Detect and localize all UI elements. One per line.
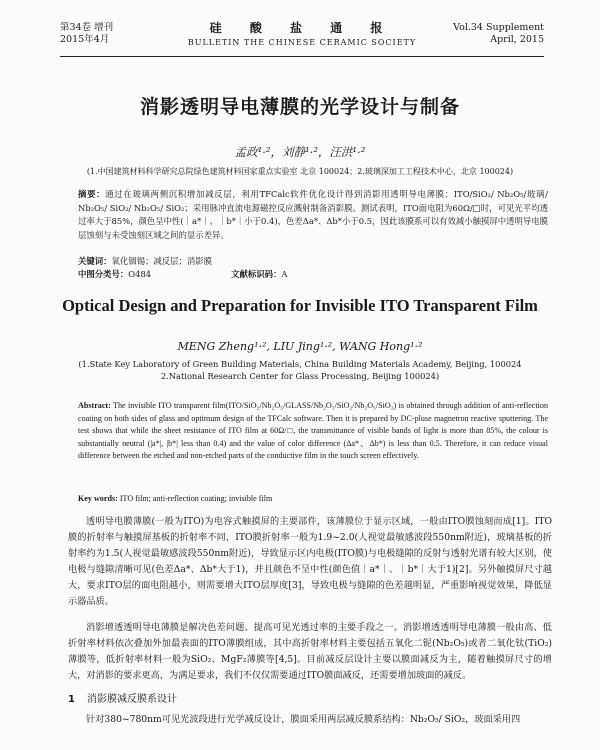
section-number: 1 xyxy=(68,694,75,705)
keywords-cn xyxy=(78,255,548,267)
header-right xyxy=(453,22,544,46)
abstract-en-text: The invisible ITO transparent film(ITO/SiO₂/Nb₂O₅/GLASS/Nb₂O₅/SiO₂/Nb₂O₅/SiO₂) is obtained through addition of anti-reflection coating on both sides of glass and optimum design of the TFCalc software. Then it is prepared by DC-pluse magnetron reactive sputtering. The test shows that while the sheet resistance of ITO film at 60Ω/□, the transmittance of visible bands of light is more than 85%, the colour is substantially neutral (|a*|, |b*| less than 0.4) and the value of color difference (Δa*、Δb*) is less than 0.5. Therefore, it can reduce visual difference between the etched and non-etched parts of the conductive film in the touch screen effectively. xyxy=(78,401,548,461)
running-header xyxy=(60,22,544,57)
clc-code: O484 xyxy=(128,269,152,279)
keywords-cn-label: 关键词： xyxy=(78,256,112,266)
volume-en: Vol.34 Supplement xyxy=(453,22,544,33)
doc-code-label: 文献标识码： xyxy=(231,269,282,279)
affiliation-cn: (1.中国建筑材料科学研究总院绿色建筑材料国家重点实验室 北京 100024；2.玻璃深加工工程技术中心，北京 100024) xyxy=(86,167,514,176)
section-heading-1 xyxy=(68,690,189,705)
abstract-cn-text: 通过在玻璃两侧沉积增加减反层，利用TFCalc软件优化设计得到消影用透明导电薄膜：ITO/SiO₂/ Nb₂O₅/玻璃/ Nb₂O₅/ SiO₂/ Nb₂O₅/ SiO₂；采用脉冲直流电源磁控反应溅射制备消影膜。测试表明，ITO面电阻为60Ω/□时，可见光平均透过率大于85%，颜色呈中性(｜a*｜、｜b*｜小于0.4)，色差Δa*、Δb*小于0.5，因此该膜系可以有效减小触摸屏中透明导电膜层蚀刻与未受蚀刻区域之间的显示差异。 xyxy=(78,189,548,240)
classification-cn xyxy=(78,268,548,280)
keywords-cn-text: 氧化铟锡；减反层；消影膜 xyxy=(111,256,212,266)
journal-name-cn: 硅 酸 盐 通 报 xyxy=(209,21,395,35)
title-en: Optical Design and Preparation for Invisible ITO Transparent Film xyxy=(62,296,538,315)
volume-issue: 第34卷 增刊 xyxy=(60,22,114,33)
doc-code: A xyxy=(281,269,288,279)
journal-name-en: BULLETIN THE CHINESE CERAMIC SOCIETY xyxy=(187,38,417,47)
header-journal xyxy=(170,22,434,48)
abstract-cn-label: 摘要： xyxy=(78,189,106,199)
title-cn: 消影透明导电薄膜的光学设计与制备 xyxy=(139,96,460,118)
keywords-en-text: ITO film; anti-reflection coating; invisible film xyxy=(117,494,273,503)
date-en: April, 2015 xyxy=(490,34,544,45)
authors-cn: 孟政¹·²，刘静¹·²，汪洪¹·² xyxy=(234,145,366,159)
abstract-en-label: Abstract: xyxy=(78,401,111,410)
affiliation-en xyxy=(60,358,540,382)
abstract-cn xyxy=(78,188,548,242)
authors-en: MENG Zheng¹·², LIU Jing¹·², WANG Hong¹·² xyxy=(177,340,423,353)
header-left xyxy=(60,22,113,46)
affiliation-en-2: 2.National Research Center for Glass Processing, Beijing 100024) xyxy=(160,371,440,381)
date-cn: 2015年4月 xyxy=(60,34,110,45)
body-paragraph-3: 针对380~780nm可见光波段进行光学减反设计，膜面采用两层减反膜系结构：Nb₂O₅/ SiO₂，玻面采用四 xyxy=(86,714,521,725)
abstract-en xyxy=(78,400,548,463)
affiliation-en-1: (1.State Key Laboratory of Green Building Materials, China Building Materials Academy, Beijing, 100024 xyxy=(78,359,522,369)
body-paragraph-2: 消影增透透明导电薄膜是解决色差问题、提高可见光透过率的主要手段之一。消影增透透明导电薄膜一般由高、低折射率材料依次叠加外加最表面的ITO薄膜组成，其中高折射率材料主要包括五氧化二铌(Nb₂O₅)或者二氧化钛(TiO₂)薄膜等，低折射率材料一般为SiO₂、MgF₂薄膜等[4,5]。目前减反层设计主要以膜面减反为主，随着触摸屏尺寸的增大，对消影的要求更高，为满足要求，我们不仅仅需要通过ITO膜面减反，还需要增加玻面的减反。 xyxy=(68,622,552,681)
body-paragraph-1: 透明导电膜薄膜(一般为ITO)为电容式触摸屏的主要部件，该薄膜位于显示区域，一般由ITO膜蚀刻而成[1]。ITO膜的折射率与触摸屏基板的折射率不同，ITO膜折射率一般为1.9~2.0(人视觉最敏感波段550nm附近)，玻璃基板的折射率约为1.5(人视觉最敏感波段550nm附近)，导致显示区内电极(ITO膜)与电极缝隙的反射与透射光谱有较大区别，使电极与缝隙清晰可见(色差Δa*、Δb*大于1)，并且颜色不呈中性(颜色值｜a*｜、｜b*｜大于1)[2]。另外触摸屏尺寸越大，要求ITO层的面电阻越小，则需要增大ITO层厚度[3]，导致电极与缝隙的色差越明显，严重影响视觉效果，降低显示器品质。 xyxy=(68,516,552,607)
clc-label: 中图分类号： xyxy=(78,269,129,279)
keywords-en xyxy=(78,494,548,503)
section-title: 消影膜减反膜系设计 xyxy=(86,694,177,705)
keywords-en-label: Key words: xyxy=(78,494,118,503)
